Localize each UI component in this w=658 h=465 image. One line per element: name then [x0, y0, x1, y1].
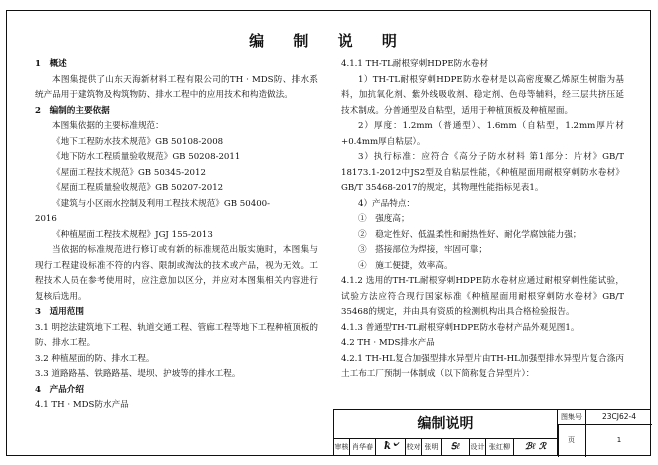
paragraph: 3.3 道路路基、铁路路基、堤坝、护坡等的排水工程。	[35, 369, 241, 379]
paragraph: 1）TH-TL耐根穿刺HDPE防水卷材是以高密度聚乙烯原生树脂为基料，加抗氧化剂、紫外线吸收剂、稳定剂、色母等辅料，经三层共挤压延技术制成。分普通型及自粘型，适用于种植顶板及种植屋面。	[341, 74, 624, 116]
checker-name: 张明	[422, 439, 442, 455]
paragraph: 2016	[35, 214, 57, 224]
paragraph: ④ 施工便捷，效率高。	[358, 260, 453, 271]
page-title: 编 制 说 明	[249, 32, 409, 50]
paragraph: 3.2 种植屋面的防、排水工程。	[35, 353, 155, 364]
paragraph: 《屋面工程技术规范》GB 50345-2012	[52, 167, 206, 178]
paragraph: 本图集依据的主要标准规范：	[52, 121, 164, 131]
paragraph: 3）执行标准：应符合《高分子防水材料 第1部分：片材》GB/T 18173.1-2012中JS2型及自粘层性能，《种植屋面用耐根穿刺防水卷材》GB/T 35468-2017的规定，其物理性能指标见表1。	[341, 152, 624, 193]
section-heading: 2 编制的主要依据	[35, 105, 110, 116]
paragraph: 4.1 TH · MDS防水产品	[35, 400, 129, 410]
paragraph: 4.2.1 TH-HL复合加强型排水异型片由TH-HL加强型排水异型片复合涤丙土工布工厂预制一体制成（以下简称复合异型片）：	[341, 353, 624, 379]
checker-signature: Ꭶℓ	[442, 439, 470, 455]
paragraph: 4.1.2 选用的TH-TL耐根穿刺HDPE防水卷材应通过耐根穿刺性能试验，试验方法应符合现行国家标准《种植屋面用耐根穿刺防水卷材》GB/T 35468的规定，并由具有资质的检测机构出具合格检验报告。	[341, 276, 624, 317]
page-number: 1	[616, 436, 622, 444]
reviewer-signature: ꝁ৺	[376, 439, 406, 455]
designer-signature: ℬℓ ℛ	[514, 439, 558, 455]
paragraph: 4.1.3 普通型TH-TL耐根穿刺HDPE防水卷材产品外观见图1。	[341, 322, 580, 333]
section-heading: 4 产品介绍	[35, 384, 84, 395]
paragraph: 《地下防水工程质量验收规范》GB 50208-2011	[52, 152, 241, 162]
paragraph: 当依据的标准规范进行修订或有新的标准规范出版实施时，本图集与现行工程建设标准不符的内容、限制或淘汰的技术或产品，视为无效。工程技术人员在参考使用时，应注意加以区分，并应对本图集相关内容进行复核后选用。	[35, 245, 318, 302]
paragraph: 《地下工程防水技术规范》GB 50108-2008	[52, 136, 224, 147]
left-column	[35, 57, 318, 414]
paragraph: 4.1.1 TH-TL耐根穿刺HDPE防水卷材	[341, 59, 489, 69]
paragraph: 《屋面工程质量验收规范》GB 50207-2012	[52, 183, 224, 193]
paragraph: 2）厚度：1.2mm（普通型）、1.6mm（自粘型，1.2mm厚片材+0.4mm厚自粘层）。	[341, 121, 624, 147]
review-label: 审核	[334, 439, 350, 455]
atlas-number: 23CJ62-4	[601, 412, 636, 421]
section-heading: 3 适用范围	[35, 307, 84, 317]
title-block-name: 编制说明	[334, 410, 558, 439]
paragraph: 4）产品特点：	[358, 198, 416, 209]
designer-name: 张红柳	[486, 439, 514, 455]
section-heading: 1 概述	[35, 59, 67, 69]
paragraph: 4.2 TH · MDS排水产品	[341, 338, 435, 348]
right-column	[341, 57, 624, 383]
paragraph: 本图集提供了山东天海新材料工程有限公司的TH · MDS防、排水系统产品用于建筑物及构筑物防、排水工程中的应用技术和构造做法。	[35, 74, 318, 100]
paragraph: 《建筑与小区雨水控制及利用工程技术规范》GB 50400-	[52, 198, 271, 209]
paragraph: ② 稳定性好、低温柔性和耐热性好、耐化学腐蚀能力强；	[358, 229, 582, 240]
paragraph: ③ 搭接部位为焊接，牢固可靠；	[358, 245, 487, 255]
design-label: 设计	[470, 439, 486, 455]
paragraph: 《种植屋面工程技术规程》JGJ 155-2013	[52, 229, 213, 240]
paragraph: 3.1 明挖法建筑地下工程、轨道交通工程、管廊工程等地下工程种植顶板的防、排水工程。	[35, 322, 318, 348]
reviewer-name: 肖华春	[350, 439, 376, 455]
page-label: 页	[558, 424, 586, 457]
atlas-number-label: 图集号	[558, 410, 586, 424]
check-label: 校对	[406, 439, 422, 455]
paragraph: ① 强度高；	[358, 214, 410, 224]
title-block	[333, 409, 651, 456]
